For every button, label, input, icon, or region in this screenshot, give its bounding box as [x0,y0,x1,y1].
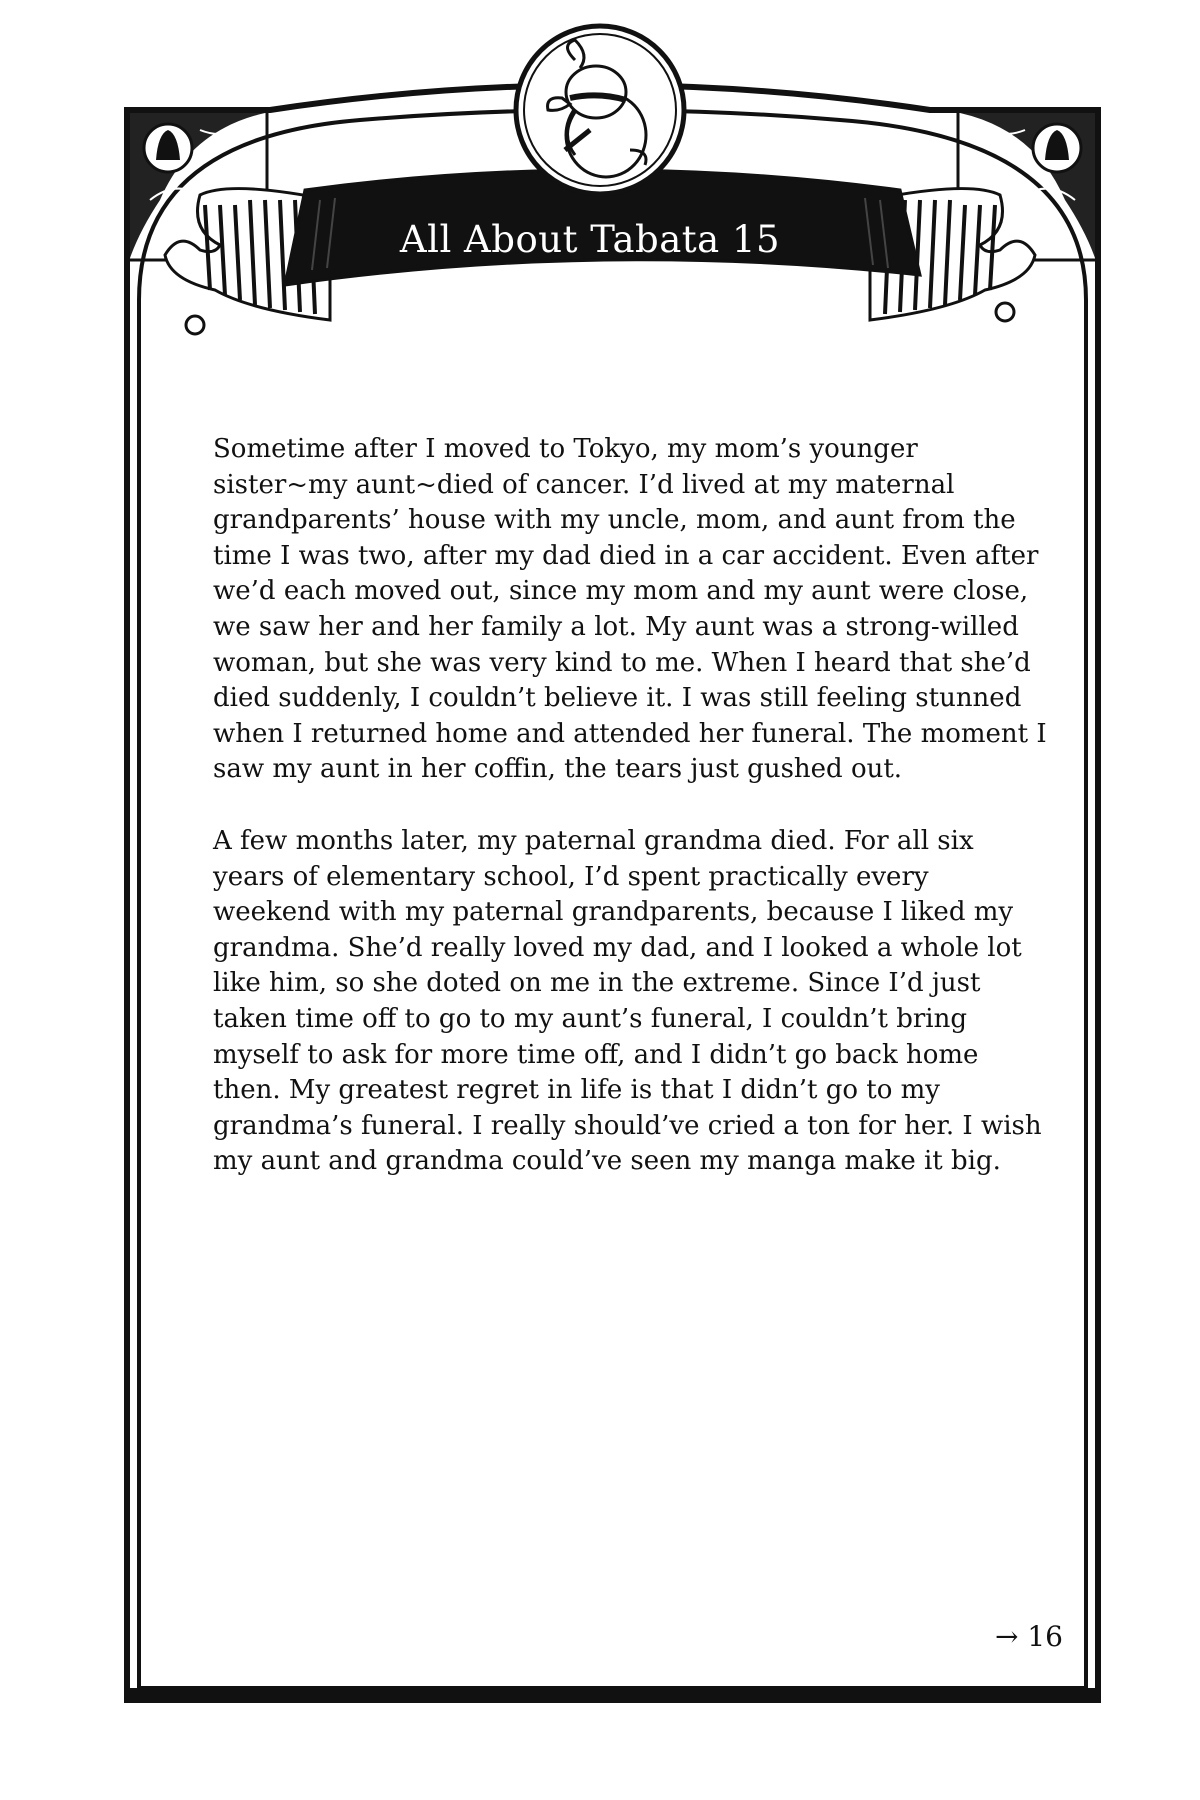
next-page-number: 16 [1027,1620,1063,1653]
paragraph: Sometime after I moved to Tokyo, my mom’s younger sister~my aunt~died of cancer. I’d lived at my maternal grandparents’ house with my uncle, mom, and aunt from the time I was two, after my dad died in a car accident. Even after we’d each moved out, since my mom and my aunt were close, we saw her and her family a lot. My aunt was a strong-willed woman, but she was very kind to me. When I heard that she’d died suddenly, I couldn’t believe it. I was still feeling stunned when I returned home and attended her funeral. The moment I saw my aunt in her coffin, the tears just gushed out. [213,434,1047,785]
duck-mascot-icon [516,26,684,194]
page-title: All About Tabata 15 [399,218,781,261]
paragraph: A few months later, my paternal grandma died. For all six years of elementary school, I’d spent practically every weekend with my paternal grandparents, because I liked my grandma. She’d really loved my dad, and I looked a whole lot like him, so she doted on me in the extreme. Since I’d just taken time off to go to my aunt’s funeral, I couldn’t bring myself to ask for more time off, and I didn’t go back home then. My greatest regret in life is that I didn’t go to my grandma’s funeral. I really should’ve cried a ton for her. I wish my aunt and grandma could’ve seen my manga make it big. [213,825,1042,1177]
article-body [213,432,1053,1216]
next-page-indicator [995,1620,1063,1653]
arrow-right-icon: → [994,1620,1019,1653]
